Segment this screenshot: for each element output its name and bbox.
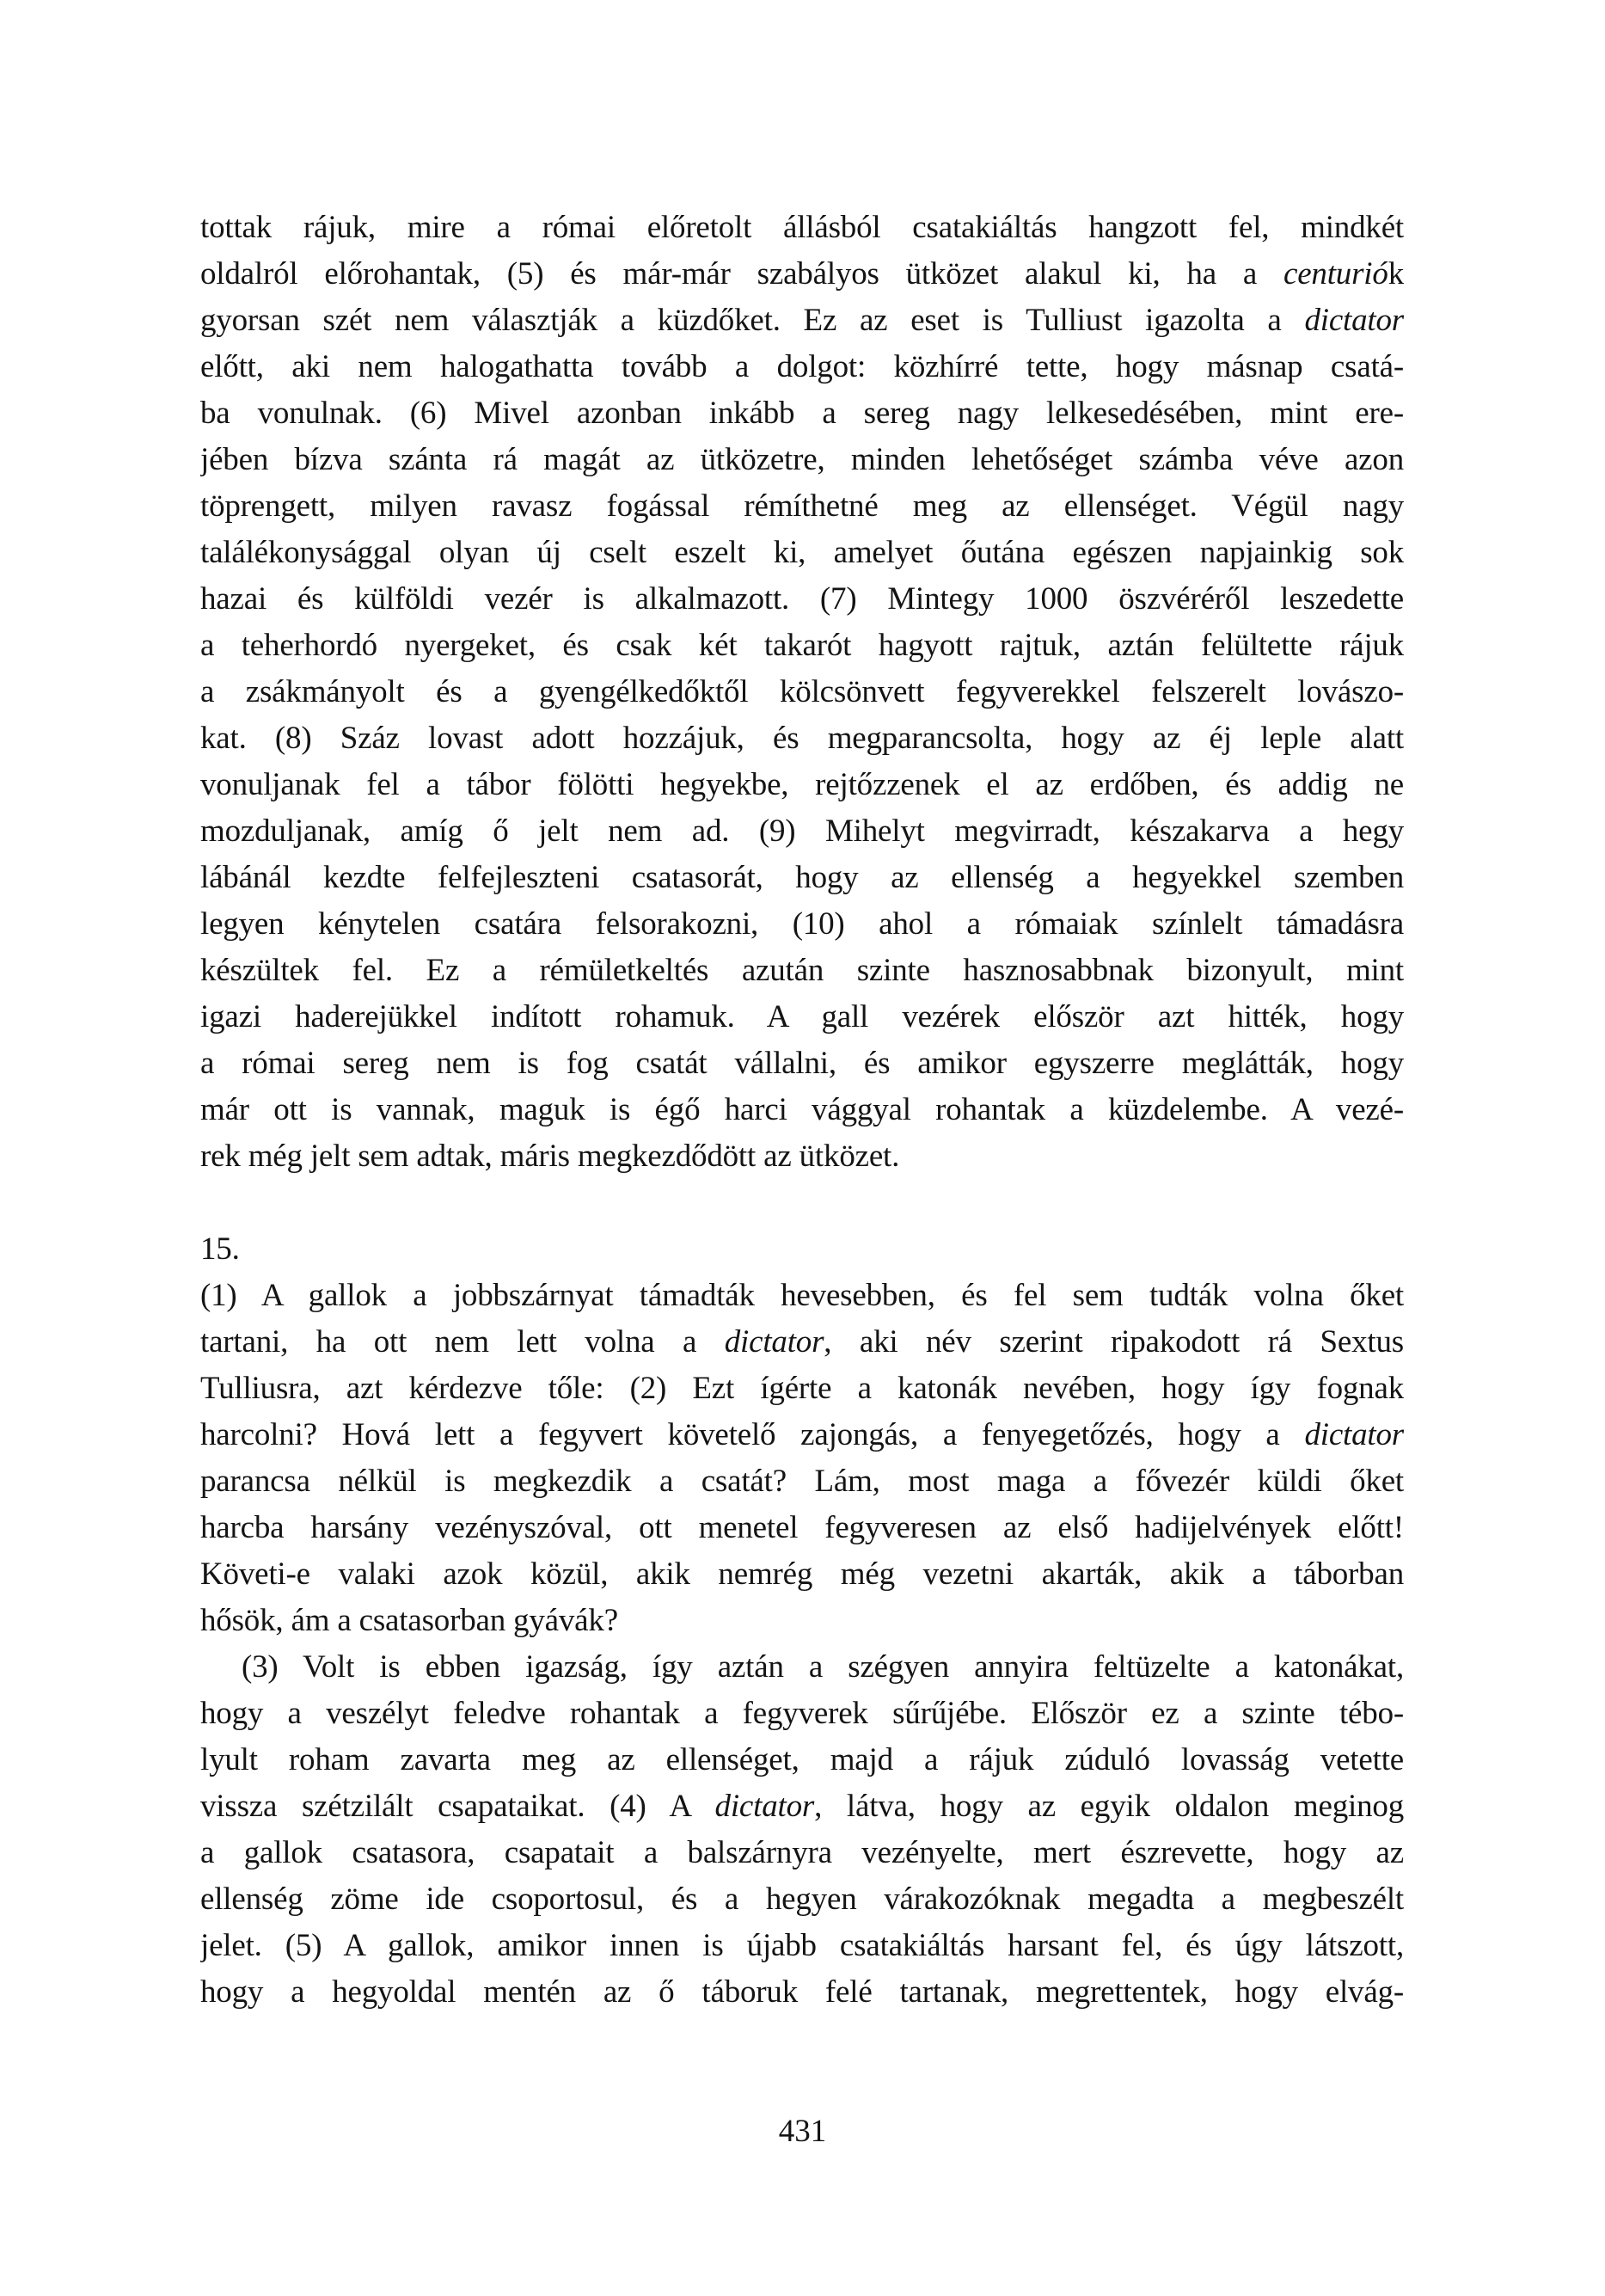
text-line: parancsa nélkül is megkezdik a csatát? Lám, most maga a fővezér küldi őket [200, 1464, 1404, 1499]
text-line: készültek fel. Ez a rémületkeltés azután szinte hasznosabbnak bizonyult, mint [200, 953, 1404, 988]
text-line: töprengett, milyen ravasz fogással rémíthetné meg az ellenséget. Végül nagy [200, 488, 1404, 524]
text-line: hazai és külföldi vezér is alkalmazott. (7) Mintegy 1000 öszvéréről leszedette [200, 581, 1404, 617]
text-line: ellenség zöme ide csoportosul, és a hegyen várakozóknak megadta a megbeszélt [200, 1882, 1404, 1917]
text-line: lyult roham zavarta meg az ellenséget, majd a rájuk zúduló lovasság vetette [200, 1742, 1404, 1777]
text-line: vissza szétzilált csapataikat. (4) A dictator, látva, hogy az egyik oldalon meginog [200, 1789, 1404, 1824]
text-line: harcolni? Hová lett a fegyvert követelő zajongás, a fenyegetőzés, hogy a dictator [200, 1417, 1404, 1452]
text-line: igazi haderejükkel indított rohamuk. A gall vezérek először azt hitték, hogy [200, 999, 1404, 1034]
text-line: a gallok csatasora, csapatait a balszárnyra vezényelte, mert észrevette, hogy az [200, 1835, 1404, 1870]
text-line: tottak rájuk, mire a római előretolt állásból csatakiáltás hangzott fel, mindkét [200, 210, 1404, 245]
text-line: a teherhordó nyergeket, és csak két takarót hagyott rajtuk, aztán felültette rájuk [200, 628, 1404, 663]
section-heading: 15. [200, 1231, 240, 1267]
text-line: mozduljanak, amíg ő jelt nem ad. (9) Mihelyt megvirradt, készakarva a hegy [200, 813, 1404, 849]
italic-term: dictator [714, 1789, 815, 1824]
text-line: már ott is vannak, maguk is égő harci vággyal rohantak a küzdelembe. A vezé- [200, 1092, 1404, 1127]
text-block [200, 205, 1404, 2016]
text-line: a római sereg nem is fog csatát vállalni, és amikor egyszerre meglátták, hogy [200, 1046, 1404, 1081]
text-line: Követi-e valaki azok közül, akik nemrég még vezetni akarták, akik a táborban [200, 1556, 1404, 1592]
italic-term: centurió [1283, 256, 1388, 292]
text-line: hogy a hegyoldal mentén az ő táboruk felé tartanak, megrettentek, hogy elvág- [200, 1974, 1404, 2010]
text-line: előtt, aki nem halogathatta tovább a dolgot: közhírré tette, hogy másnap csatá- [200, 349, 1404, 384]
italic-term: dictator [1304, 303, 1404, 338]
text-line: vonuljanak fel a tábor fölötti hegyekbe, rejtőzzenek el az erdőben, és addig ne [200, 767, 1404, 802]
text-line: (1) A gallok a jobbszárnyat támadták hevesebben, és fel sem tudták volna őket [200, 1278, 1404, 1313]
text-line: legyen kénytelen csatára felsorakozni, (10) ahol a rómaiak színlelt támadásra [200, 906, 1404, 942]
text-line: jében bízva szánta rá magát az ütközetre, minden lehetőséget számba véve azon [200, 442, 1404, 477]
text-line: (3) Volt is ebben igazság, így aztán a szégyen annyira feltüzelte a katonákat, [242, 1649, 1404, 1685]
text-line: hogy a veszélyt feledve rohantak a fegyverek sűrűjébe. Először ez a szinte tébo- [200, 1696, 1404, 1731]
page-number: 431 [778, 2114, 827, 2149]
text-line: rek még jelt sem adtak, máris megkezdődött az ütközet. [200, 1139, 900, 1174]
text-line: lábánál kezdte felfejleszteni csatasorát, hogy az ellenség a hegyekkel szemben [200, 860, 1404, 895]
text-line: jelet. (5) A gallok, amikor innen is újabb csatakiáltás harsant fel, és úgy látszott, [200, 1928, 1404, 1963]
text-line: találékonysággal olyan új cselt eszelt ki, amelyet őutána egészen napjainkig sok [200, 535, 1404, 570]
text-line: hősök, ám a csatasorban gyávák? [200, 1603, 618, 1638]
text-line: ba vonulnak. (6) Mivel azonban inkább a sereg nagy lelkesedésében, mint ere- [200, 396, 1404, 431]
text-line: oldalról előrohantak, (5) és már-már szabályos ütközet alakul ki, ha a centuriók [200, 256, 1404, 292]
italic-term: dictator [724, 1324, 824, 1360]
italic-term: dictator [1304, 1417, 1404, 1452]
text-line: tartani, ha ott nem lett volna a dictator, aki név szerint ripakodott rá Sextus [200, 1324, 1404, 1360]
text-line: harcba harsány vezényszóval, ott menetel fegyveresen az első hadijelvények előtt! [200, 1510, 1404, 1545]
text-line: Tulliusra, azt kérdezve tőle: (2) Ezt ígérte a katonák nevében, hogy így fognak [200, 1371, 1404, 1406]
text-line: gyorsan szét nem választják a küzdőket. Ez az eset is Tulliust igazolta a dictator [200, 303, 1404, 338]
text-line: kat. (8) Száz lovast adott hozzájuk, és megparancsolta, hogy az éj leple alatt [200, 721, 1404, 756]
text-line: a zsákmányolt és a gyengélkedőktől kölcsönvett fegyverekkel felszerelt lovászo- [200, 674, 1404, 709]
